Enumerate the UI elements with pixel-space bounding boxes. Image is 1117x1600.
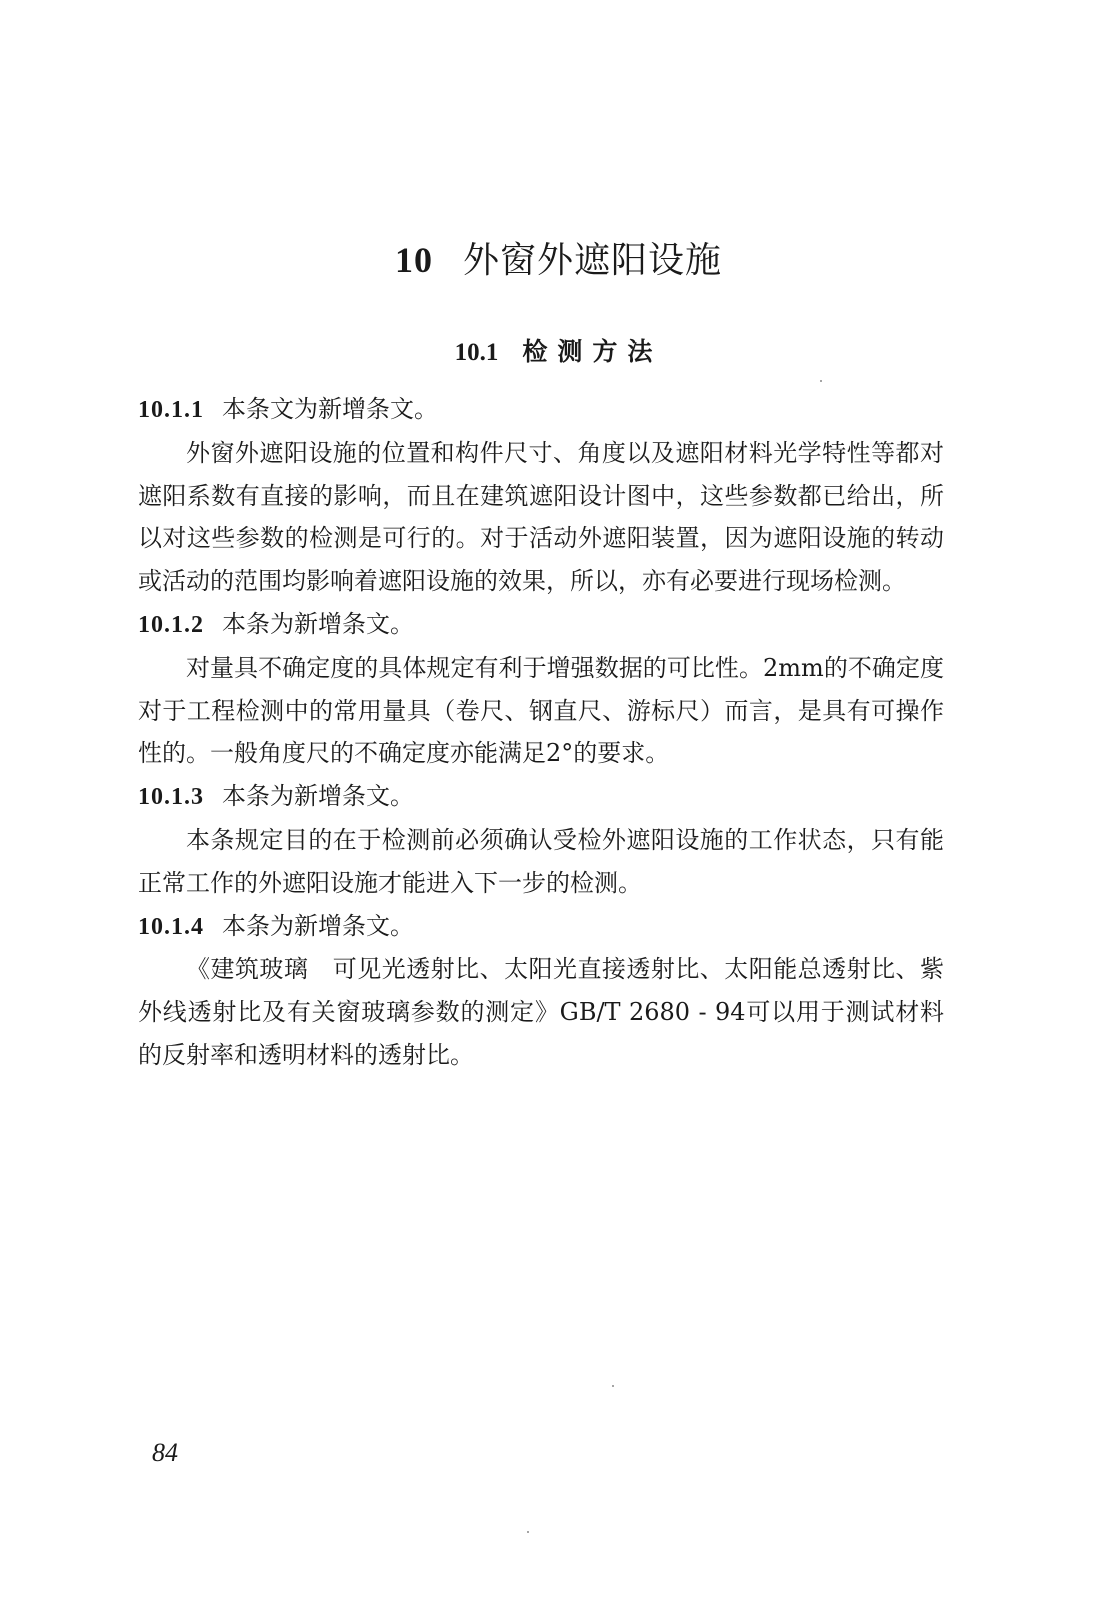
chapter-title bbox=[0, 232, 1117, 283]
section-title bbox=[0, 332, 1117, 368]
clause-heading bbox=[138, 388, 944, 432]
chapter-number: 10 bbox=[394, 240, 433, 280]
scan-speck bbox=[820, 380, 822, 382]
section-title-text: 检测方法 bbox=[522, 337, 663, 366]
clause-paragraph: 本条规定目的在于检测前必须确认受检外遮阳设施的工作状态，只有能正常工作的外遮阳设施才能进入下一步的检测。 bbox=[138, 825, 944, 897]
document-body bbox=[138, 388, 944, 1077]
clause-paragraph: 对量具不确定度的具体规定有利于增强数据的可比性。2mm的不确定度对于工程检测中的常用量具（卷尺、钢直尺、游标尺）而言，是具有可操作性的。一般角度尺的不确定度亦能满足2°的要求。 bbox=[138, 653, 944, 768]
clause-heading-text: 本条为新增条文。 bbox=[222, 911, 414, 940]
clause-paragraph: 《建筑玻璃 可见光透射比、太阳光直接透射比、太阳能总透射比、紫外线透射比及有关窗玻璃参数的测定》GB/T 2680 - 94可以用于测试材料的反射率和透明材料的透射比。 bbox=[138, 955, 944, 1069]
page-number: 84 bbox=[152, 1438, 178, 1467]
clause-paragraph: 外窗外遮阳设施的位置和构件尺寸、角度以及遮阳材料光学特性等都对遮阳系数有直接的影响，而且在建筑遮阳设计图中，这些参数都已给出，所以对这些参数的检测是可行的。对于活动外遮阳装置，因为遮阳设施的转动或活动的范围均影响着遮阳设施的效果，所以，亦有必要进行现场检测。 bbox=[138, 438, 944, 596]
scan-speck bbox=[527, 1531, 529, 1533]
clause-number: 10.1.1 bbox=[138, 397, 204, 423]
clause-heading-text: 本条为新增条文。 bbox=[222, 609, 414, 638]
clause-number: 10.1.4 bbox=[138, 913, 204, 940]
clause-heading bbox=[138, 905, 944, 949]
clause-heading-text: 本条文为新增条文。 bbox=[222, 395, 438, 423]
scan-speck bbox=[612, 1385, 614, 1387]
chapter-title-text: 外窗外遮阳设施 bbox=[462, 240, 722, 281]
clause-number: 10.1.3 bbox=[138, 784, 204, 811]
clause-heading-text: 本条为新增条文。 bbox=[222, 782, 414, 811]
clause-heading bbox=[138, 603, 944, 647]
section-number: 10.1 bbox=[454, 339, 499, 366]
clause-number: 10.1.2 bbox=[138, 611, 204, 638]
clause-heading bbox=[138, 775, 944, 819]
